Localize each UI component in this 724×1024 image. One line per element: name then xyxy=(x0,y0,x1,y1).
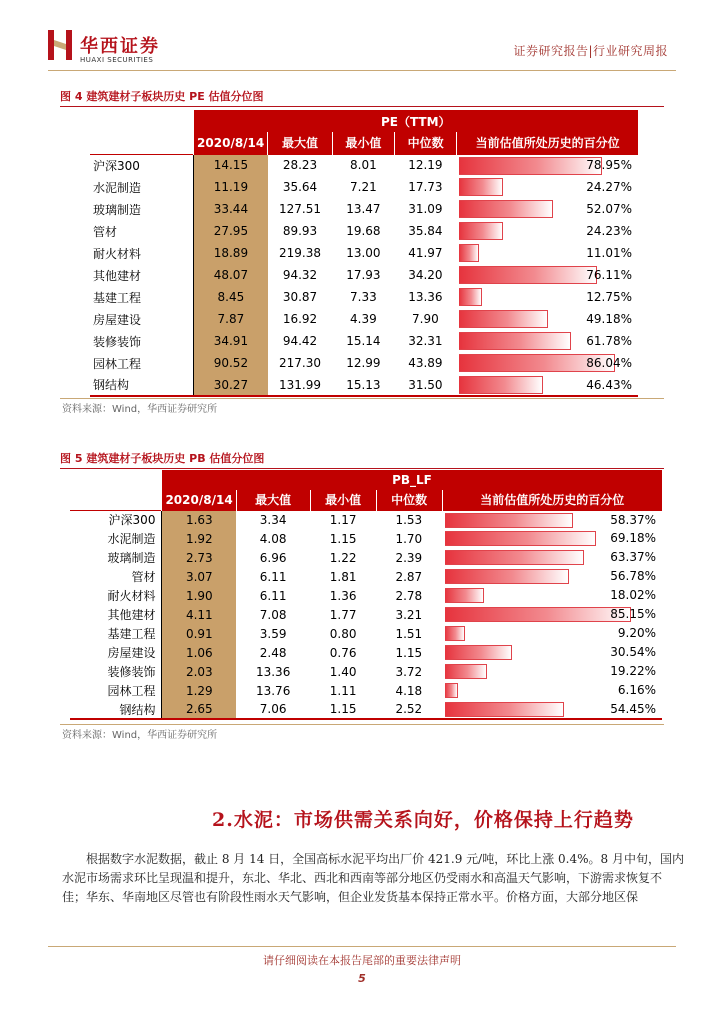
sector-name: 水泥制造 xyxy=(90,176,194,198)
min-value: 13.47 xyxy=(346,202,381,216)
max-value: 131.99 xyxy=(268,374,333,396)
min-value: 12.99 xyxy=(346,356,381,370)
page-header xyxy=(0,0,724,70)
section-title: 2.水泥：市场供需关系向好，价格保持上行趋势 xyxy=(212,809,634,831)
table-row xyxy=(90,374,638,396)
percentile-label: 24.23% xyxy=(586,223,632,238)
figure4-title-rule xyxy=(60,106,664,107)
max-value: 6.11 xyxy=(259,569,287,584)
sector-name: 基建工程 xyxy=(90,286,194,308)
percentile-cell xyxy=(442,681,662,700)
min-value: 1.36 xyxy=(329,588,357,603)
median-value: 31.09 xyxy=(408,202,443,216)
sector-name: 玻璃制造 xyxy=(90,198,194,220)
sector-name: 房屋建设 xyxy=(70,643,162,662)
percentile-cell xyxy=(442,586,662,605)
percentile-bar xyxy=(445,626,465,641)
percentile-bar xyxy=(459,200,553,218)
min-value: 7.21 xyxy=(350,180,377,194)
table-row xyxy=(90,242,638,264)
table-row xyxy=(70,605,662,624)
sector-name: 管材 xyxy=(70,567,162,586)
max-value: 16.92 xyxy=(282,312,318,326)
table-row xyxy=(70,567,662,586)
max-value: 3.59 xyxy=(259,626,287,641)
percentile-label: 49.18% xyxy=(586,311,632,326)
percentile-cell xyxy=(457,198,638,220)
percentile-label: 69.18% xyxy=(610,531,656,545)
percentile-cell xyxy=(442,624,662,643)
current-value: 3.07 xyxy=(162,567,236,586)
max-value: 28.23 xyxy=(268,154,333,176)
sector-name: 其他建材 xyxy=(90,264,194,286)
min-value: 0.76 xyxy=(329,645,357,660)
percentile-cell xyxy=(457,242,638,264)
percentile-cell xyxy=(457,286,638,308)
column-header: 当前估值所处历史的百分位 xyxy=(457,132,638,154)
percentile-label: 61.78% xyxy=(586,333,632,348)
sector-name: 园林工程 xyxy=(70,681,162,700)
figure5-title: 图 5 建筑建材子板块历史 PB 估值分位图 xyxy=(60,452,265,465)
sector-name: 园林工程 xyxy=(90,352,194,374)
current-value: 1.90 xyxy=(162,586,236,605)
min-value: 1.40 xyxy=(329,664,357,679)
percentile-cell xyxy=(457,308,638,330)
sector-name: 钢结构 xyxy=(90,374,194,396)
percentile-cell xyxy=(457,176,638,198)
current-value: 1.06 xyxy=(162,643,236,662)
max-value: 4.08 xyxy=(259,531,287,546)
sector-name: 耐火材料 xyxy=(90,242,194,264)
percentile-bar xyxy=(459,288,482,306)
max-value: 6.11 xyxy=(259,588,287,603)
percentile-bar xyxy=(459,310,548,328)
min-value: 15.13 xyxy=(332,374,394,396)
max-value: 94.32 xyxy=(282,268,318,282)
percentile-label: 63.37% xyxy=(610,550,656,564)
table-row xyxy=(90,330,638,352)
brand-name-cn: 华西证券 xyxy=(80,36,160,57)
percentile-cell xyxy=(442,662,662,681)
percentile-label: 46.43% xyxy=(586,377,632,392)
percentile-cell xyxy=(457,330,638,352)
percentile-label: 54.45% xyxy=(610,702,656,716)
percentile-bar xyxy=(459,332,571,350)
median-value: 43.89 xyxy=(408,356,443,370)
min-value: 7.33 xyxy=(350,290,377,304)
percentile-cell xyxy=(442,700,662,719)
current-value: 1.92 xyxy=(162,529,236,548)
percentile-bar xyxy=(445,645,512,660)
table-row xyxy=(90,220,638,242)
column-header: 当前估值所处历史的百分位 xyxy=(442,490,662,510)
min-value: 1.15 xyxy=(329,531,357,546)
median-value: 1.53 xyxy=(376,510,442,529)
table-row xyxy=(70,643,662,662)
legal-notice: 请仔细阅读在本报告尾部的重要法律声明 xyxy=(263,954,461,967)
percentile-cell xyxy=(442,605,662,624)
percentile-label: 6.16% xyxy=(617,683,656,697)
current-value: 2.73 xyxy=(162,548,236,567)
table-row xyxy=(70,510,662,529)
max-value: 3.34 xyxy=(236,510,310,529)
figure4-bottom-rule xyxy=(60,398,664,399)
max-value: 7.08 xyxy=(259,607,287,622)
table-row xyxy=(70,681,662,700)
max-value: 2.48 xyxy=(259,645,287,660)
percentile-label: 12.75% xyxy=(586,289,632,304)
current-value: 2.03 xyxy=(162,662,236,681)
table-row xyxy=(90,308,638,330)
median-value: 1.15 xyxy=(395,645,423,660)
max-value: 6.96 xyxy=(259,550,287,565)
sector-name: 耐火材料 xyxy=(70,586,162,605)
brand-name-en: HUAXI SECURITIES xyxy=(80,56,154,64)
sector-name: 装修装饰 xyxy=(70,662,162,681)
column-header: 中位数 xyxy=(376,490,442,510)
table-row xyxy=(70,700,662,719)
median-value: 41.97 xyxy=(408,246,443,260)
percentile-bar xyxy=(445,683,459,698)
percentile-cell xyxy=(442,529,662,548)
max-value: 7.06 xyxy=(236,700,310,719)
sector-name: 房屋建设 xyxy=(90,308,194,330)
table-row xyxy=(90,176,638,198)
min-value: 1.11 xyxy=(329,683,357,698)
percentile-label: 19.22% xyxy=(610,664,656,678)
page-number: 5 xyxy=(358,972,366,985)
sector-name: 沪深300 xyxy=(70,510,162,529)
current-value: 18.89 xyxy=(194,242,268,264)
column-header: 最小值 xyxy=(310,490,376,510)
figure4-title: 图 4 建筑建材子板块历史 PE 估值分位图 xyxy=(60,90,264,103)
max-value: 217.30 xyxy=(279,356,322,370)
table-row xyxy=(70,586,662,605)
min-value: 0.80 xyxy=(329,626,357,641)
current-value: 2.65 xyxy=(162,700,236,719)
figure5-title-rule xyxy=(60,468,664,469)
percentile-label: 9.20% xyxy=(617,626,656,640)
min-value: 1.17 xyxy=(310,510,376,529)
column-header: 最大值 xyxy=(268,132,333,154)
column-header: 2020/8/14 xyxy=(162,490,236,510)
percentile-cell xyxy=(457,374,638,396)
min-value: 17.93 xyxy=(346,268,381,282)
current-value: 90.52 xyxy=(194,352,268,374)
percentile-cell xyxy=(457,220,638,242)
huaxi-logo-icon xyxy=(48,30,72,60)
median-value: 7.90 xyxy=(412,312,439,326)
percentile-bar xyxy=(445,664,487,679)
min-value: 4.39 xyxy=(350,312,377,326)
table-row xyxy=(90,154,638,176)
min-value: 15.14 xyxy=(346,334,381,348)
percentile-bar xyxy=(459,178,503,196)
median-value: 3.21 xyxy=(395,607,423,622)
current-value: 1.29 xyxy=(162,681,236,700)
current-value: 4.11 xyxy=(162,605,236,624)
sector-name: 水泥制造 xyxy=(70,529,162,548)
percentile-bar xyxy=(459,244,479,262)
figure4-source: 资料来源：Wind，华西证券研究所 xyxy=(62,404,218,415)
median-value: 12.19 xyxy=(395,154,457,176)
median-value: 32.31 xyxy=(408,334,443,348)
median-value: 2.52 xyxy=(376,700,442,719)
table-row xyxy=(70,662,662,681)
table-row xyxy=(70,529,662,548)
percentile-bar xyxy=(459,376,543,394)
max-value: 94.42 xyxy=(282,334,318,348)
figure5-source: 资料来源：Wind，华西证券研究所 xyxy=(62,730,218,741)
percentile-bar xyxy=(445,588,485,603)
table-row xyxy=(90,286,638,308)
percentile-label: 18.02% xyxy=(610,588,656,602)
current-value: 11.19 xyxy=(194,176,268,198)
percentile-label: 56.78% xyxy=(610,569,656,583)
current-value: 8.45 xyxy=(194,286,268,308)
percentile-bar xyxy=(445,702,564,717)
min-value: 1.77 xyxy=(329,607,357,622)
sector-name: 装修装饰 xyxy=(90,330,194,352)
current-value: 14.15 xyxy=(194,154,268,176)
max-value: 89.93 xyxy=(282,224,318,238)
column-header: 中位数 xyxy=(395,132,457,154)
current-value: 33.44 xyxy=(194,198,268,220)
footer-divider xyxy=(48,946,676,947)
header-divider xyxy=(48,70,676,71)
percentile-label: 76.11% xyxy=(586,267,632,282)
percentile-cell xyxy=(457,264,638,286)
percentile-label: 52.07% xyxy=(586,201,632,216)
median-value: 1.51 xyxy=(395,626,423,641)
percentile-label: 78.95% xyxy=(586,158,632,172)
percentile-bar xyxy=(445,569,570,584)
percentile-cell xyxy=(442,643,662,662)
percentile-cell xyxy=(457,154,638,176)
percentile-bar xyxy=(459,266,597,284)
sector-name: 沪深300 xyxy=(90,154,194,176)
percentile-bar xyxy=(445,607,632,622)
current-value: 30.27 xyxy=(194,374,268,396)
max-value: 219.38 xyxy=(279,246,322,260)
table-row xyxy=(70,548,662,567)
current-value: 27.95 xyxy=(194,220,268,242)
figure4-pe-table xyxy=(90,110,638,397)
max-value: 13.76 xyxy=(255,683,291,698)
percentile-bar xyxy=(459,157,602,175)
median-value: 2.39 xyxy=(395,550,423,565)
percentile-cell xyxy=(457,352,638,374)
sector-name: 基建工程 xyxy=(70,624,162,643)
percentile-label: 85.15% xyxy=(610,607,656,621)
median-value: 35.84 xyxy=(408,224,443,238)
percentile-bar xyxy=(445,513,573,528)
min-value: 1.15 xyxy=(310,700,376,719)
percentile-label: 30.54% xyxy=(610,645,656,659)
column-header: 2020/8/14 xyxy=(194,132,268,154)
current-value: 48.07 xyxy=(194,264,268,286)
sector-name: 钢结构 xyxy=(70,700,162,719)
current-value: 1.63 xyxy=(162,510,236,529)
max-value: 35.64 xyxy=(282,180,318,194)
percentile-label: 58.37% xyxy=(610,512,656,527)
max-value: 13.36 xyxy=(255,664,291,679)
percentile-bar xyxy=(459,222,503,240)
table-row xyxy=(90,352,638,374)
sector-name: 玻璃制造 xyxy=(70,548,162,567)
min-value: 19.68 xyxy=(346,224,381,238)
report-type: 证券研究报告|行业研究周报 xyxy=(513,44,668,58)
sector-name: 其他建材 xyxy=(70,605,162,624)
median-value: 2.78 xyxy=(395,588,423,603)
percentile-cell xyxy=(442,548,662,567)
table-row xyxy=(70,624,662,643)
percentile-label: 11.01% xyxy=(586,245,632,260)
percentile-label: 24.27% xyxy=(586,179,632,194)
min-value: 8.01 xyxy=(332,154,394,176)
current-value: 0.91 xyxy=(162,624,236,643)
figure5-bottom-rule xyxy=(60,724,664,725)
percentile-cell xyxy=(442,567,662,586)
median-value: 4.18 xyxy=(395,683,423,698)
table-row xyxy=(90,264,638,286)
median-value: 13.36 xyxy=(408,290,443,304)
column-header: 最小值 xyxy=(332,132,394,154)
min-value: 13.00 xyxy=(346,246,381,260)
median-value: 17.73 xyxy=(408,180,443,194)
percentile-label: 86.04% xyxy=(586,355,632,370)
percentile-bar xyxy=(445,531,597,546)
max-value: 127.51 xyxy=(279,202,322,216)
section-paragraph: 根据数字水泥数据，截止 8 月 14 日，全国高标水泥平均出厂价 421.9 元/吨，环比上涨 0.4%。8 月中旬，国内水泥市场需求环比呈现温和提升，东北、华北、西北和西南等部分地区仍受雨水和高温天气影响，下游需求恢复不佳；华东、华南地区尽管也有阶段性雨水天气影响，但企业发货基本保持正常水平。价格方面，大部分地区保 xyxy=(62,852,684,904)
max-value: 30.87 xyxy=(282,290,318,304)
min-value: 1.22 xyxy=(329,550,357,565)
percentile-cell xyxy=(442,510,662,529)
current-value: 34.91 xyxy=(194,330,268,352)
median-value: 1.70 xyxy=(395,531,423,546)
median-value: 3.72 xyxy=(395,664,423,679)
figure4-group-header: PE（TTM） xyxy=(194,110,638,132)
column-header: 最大值 xyxy=(236,490,310,510)
figure5-group-header: PB_LF xyxy=(162,470,662,490)
min-value: 1.81 xyxy=(329,569,357,584)
sector-name: 管材 xyxy=(90,220,194,242)
figure5-pb-table xyxy=(70,470,662,720)
median-value: 2.87 xyxy=(395,569,423,584)
percentile-bar xyxy=(445,550,584,565)
median-value: 31.50 xyxy=(395,374,457,396)
median-value: 34.20 xyxy=(408,268,443,282)
current-value: 7.87 xyxy=(194,308,268,330)
table-row xyxy=(90,198,638,220)
